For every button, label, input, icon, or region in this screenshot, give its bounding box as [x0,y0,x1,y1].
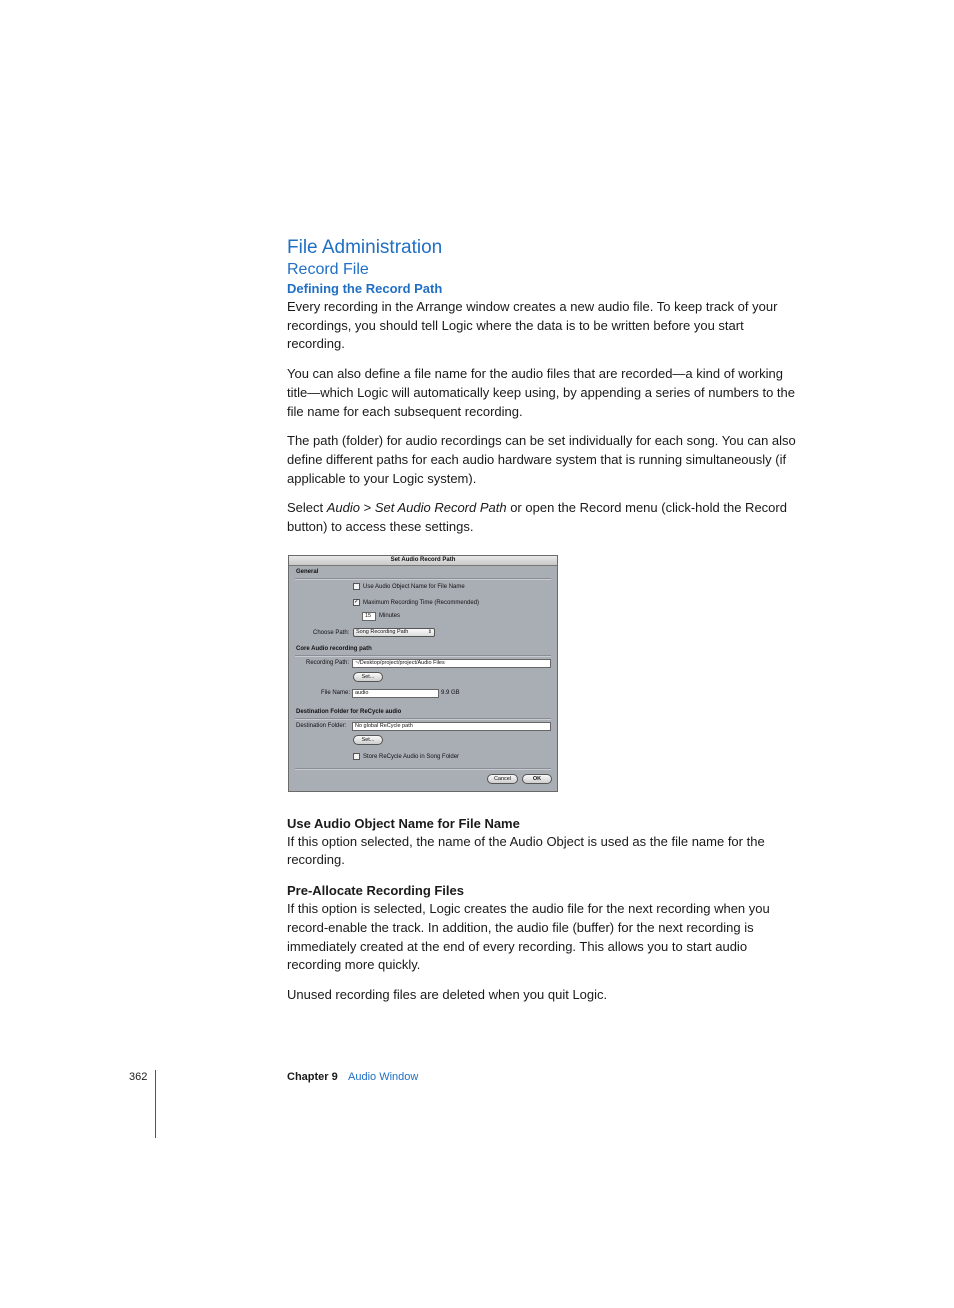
choose-path-label: Choose Path: [313,629,350,636]
divider [295,718,551,720]
paragraph-use-object-name: If this option selected, the name of the Audio Object is used as the file name for the recording. [287,833,765,868]
p4-pre: Select [287,500,327,516]
paragraph-4 [287,499,797,536]
recording-path-field[interactable]: ~/Desktop/project/project/Audio Files [352,659,551,668]
paragraph-pre-allocate: If this option is selected, Logic creates the audio file for the next recording when you record-enable the track. In addition, the audio file (buffer) for the next recording is immediately created at the end of every recording. This allows you to start audio recording more quickly. [287,901,770,973]
paragraph-unused-files: Unused recording files are deleted when you quit Logic. [287,986,608,1002]
menu-audio: Audio [326,500,360,516]
destination-set-button[interactable]: Set... [353,735,383,745]
max-time-checkbox[interactable]: ✓ [354,598,360,605]
subheading-use-object-name: Use Audio Object Name for File Name [287,815,520,831]
use-object-name-label: Use Audio Object Name for File Name [363,583,465,590]
choose-path-value: Song Recording Path [356,628,409,635]
use-object-name-checkbox[interactable] [353,583,360,590]
destination-label: Destination Folder: [296,722,347,729]
section-core-audio: Core Audio recording path [296,645,372,652]
paragraph-3: The path (folder) for audio recordings can be set individually for each song. You can also define different paths for each audio hardware system that is running simultaneously (if applicable to your Logic system). [287,433,796,486]
footer-divider [155,1070,156,1138]
destination-field[interactable]: No global ReCycle path [352,722,551,731]
choose-path-select[interactable] [353,628,435,637]
section-general: General [296,568,319,575]
paragraph-1: Every recording in the Arrange window creates a new audio file. To keep track of your recordings, you should tell Logic where the data is to be written before you start recording. [287,299,778,352]
max-time-input[interactable]: 15 [362,612,376,621]
max-time-row[interactable] [353,599,479,606]
store-recycle-label: Store ReCycle Audio in Song Folder [363,753,460,760]
divider [295,655,551,657]
max-time-label: Maximum Recording Time (Recommended) [363,599,480,606]
recording-path-set-button[interactable]: Set... [353,672,383,682]
cancel-button[interactable]: Cancel [487,774,518,784]
file-name-input[interactable]: audio [352,689,439,698]
divider [295,768,551,770]
p4-sep: > [360,500,375,516]
store-recycle-row[interactable] [353,753,459,760]
p4-post: or open the Record menu (click-hold the Record button) to access these settings. [287,500,787,535]
heading-record-file: Record File [287,261,369,278]
disk-space-label: 9.9 GB [441,689,460,696]
minutes-label: Minutes [379,612,401,619]
heading-file-administration: File Administration [287,237,443,258]
subheading-pre-allocate: Pre-Allocate Recording Files [287,883,464,899]
section-destination: Destination Folder for ReCycle audio [296,708,402,715]
dialog-title: Set Audio Record Path [289,556,557,566]
updown-arrows-icon: ⇕ [427,628,432,635]
page-content [287,236,797,1016]
paragraph-2: You can also define a file name for the audio files that are recorded—a kind of working title—which Logic will automatically keep using, by appending a series of numbers to the file name for each subsequent recording. [287,366,795,419]
heading-defining-record-path: Defining the Record Path [287,281,443,296]
set-audio-record-path-dialog [288,555,558,792]
use-object-name-row[interactable] [353,583,465,590]
page-number: 362 [129,1071,148,1083]
store-recycle-checkbox[interactable] [353,753,360,760]
menu-set-audio-record-path: Set Audio Record Path [374,500,507,516]
ok-button[interactable]: OK [522,774,552,784]
recording-path-label: Recording Path: [306,659,350,666]
chapter-title-link[interactable]: Audio Window [348,1071,419,1083]
file-name-label: File Name: [321,689,351,696]
divider [295,578,551,580]
chapter-label: Chapter 9 [287,1071,338,1083]
